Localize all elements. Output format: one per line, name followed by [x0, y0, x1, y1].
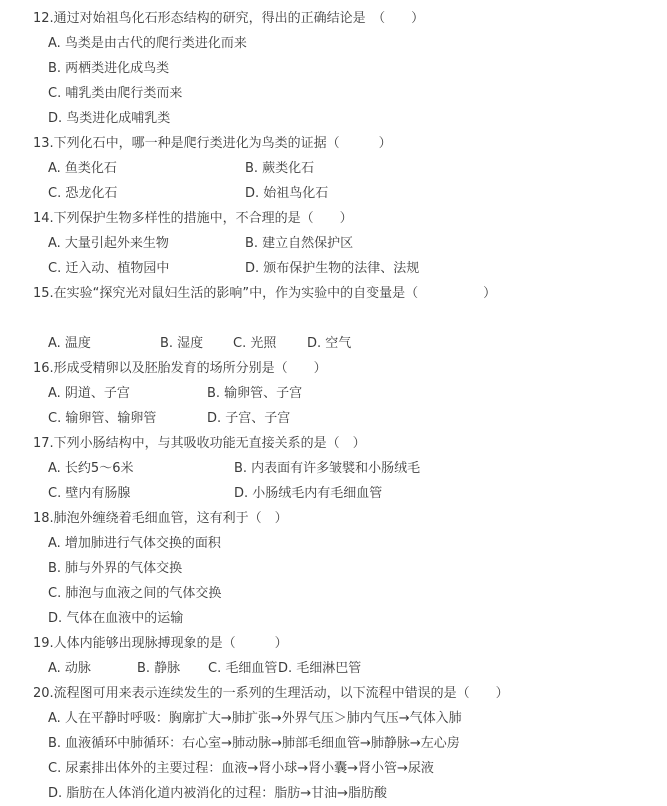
question-options: [48, 156, 667, 206]
question-option: B. 两栖类进化成鸟类: [48, 61, 170, 76]
question-option: A. 大量引起外来生物: [48, 236, 169, 251]
question-stem: 16.形成受精卵以及胚胎发育的场所分别是（ ）: [33, 361, 327, 376]
question-option: D. 颁布保护生物的法律、法规: [245, 261, 420, 276]
question-option: D. 毛细淋巴管: [278, 661, 362, 676]
question-option: C. 迁入动、植物园中: [48, 261, 170, 276]
question-options: [48, 331, 667, 356]
question-options: [0, 31, 667, 131]
question-option: A. 增加肺进行气体交换的面积: [48, 536, 221, 551]
question-option: D. 子宫、子宫: [207, 411, 291, 426]
question-stem: 20.流程图可用来表示连续发生的一系列的生理活动，以下流程中错误的是（ ）: [33, 686, 509, 701]
question-options: [0, 531, 667, 631]
question-options: [48, 231, 667, 281]
question-13: [0, 131, 667, 206]
question-19: [0, 631, 667, 681]
question-option: C. 哺乳类由爬行类而来: [48, 86, 183, 101]
question-option: D. 始祖鸟化石: [245, 186, 329, 201]
question-options: [48, 381, 667, 431]
question-option: B. 湿度: [160, 336, 204, 351]
question-option: C. 毛细血管: [208, 661, 278, 676]
question-stem: 15.在实验“探究光对鼠妇生活的影响”中，作为实验中的自变量是（ ）: [33, 286, 497, 301]
question-option: A. 人在平静时呼吸：胸廓扩大→肺扩张→外界气压＞肺内气压→气体入肺: [48, 711, 462, 726]
question-option: B. 内表面有许多皱襞和小肠绒毛: [234, 461, 421, 476]
question-options: [0, 706, 667, 806]
question-option: A. 鸟类是由古代的爬行类进化而来: [48, 36, 247, 51]
question-18: [0, 506, 667, 631]
question-12: [0, 6, 667, 131]
question-20: [0, 681, 667, 806]
question-stem: 13.下列化石中，哪一种是爬行类进化为鸟类的证据（ ）: [33, 136, 392, 151]
question-option: B. 肺与外界的气体交换: [48, 561, 183, 576]
question-option: C. 恐龙化石: [48, 186, 118, 201]
question-15: [0, 281, 667, 356]
question-option: A. 长约5～6米: [48, 461, 134, 476]
question-option: B. 建立自然保护区: [245, 236, 354, 251]
question-option: B. 静脉: [137, 661, 181, 676]
question-option: B. 血液循环中肺循环：右心室→肺动脉→肺部毛细血管→肺静脉→左心房: [48, 736, 460, 751]
question-14: [0, 206, 667, 281]
question-option: B. 输卵管、子宫: [207, 386, 303, 401]
question-stem: 14.下列保护生物多样性的措施中，不合理的是（ ）: [33, 211, 353, 226]
question-stem: 12.通过对始祖鸟化石形态结构的研究，得出的正确结论是 （ ）: [33, 11, 425, 26]
question-options: [48, 656, 667, 681]
question-option: D. 气体在血液中的运输: [48, 611, 184, 626]
question-option: C. 壁内有肠腺: [48, 486, 131, 501]
question-option: D. 小肠绒毛内有毛细血管: [234, 486, 383, 501]
question-16: [0, 356, 667, 431]
question-option: C. 肺泡与血液之间的气体交换: [48, 586, 222, 601]
question-options: [48, 456, 667, 506]
question-stem: 17.下列小肠结构中，与其吸收功能无直接关系的是（ ）: [33, 436, 366, 451]
question-option: D. 鸟类进化成哺乳类: [48, 111, 171, 126]
question-option: C. 输卵管、输卵管: [48, 411, 157, 426]
question-option: A. 动脉: [48, 661, 91, 676]
question-stem: 18.肺泡外缠绕着毛细血管，这有利于（ ）: [33, 511, 288, 526]
question-option: D. 脂肪在人体消化道内被消化的过程：脂肪→甘油→脂肪酸: [48, 786, 388, 801]
question-stem: 19.人体内能够出现脉搏现象的是（ ）: [33, 636, 288, 651]
question-option: C. 尿素排出体外的主要过程：血液→肾小球→肾小囊→肾小管→尿液: [48, 761, 434, 776]
question-option: C. 光照: [233, 336, 277, 351]
question-17: [0, 431, 667, 506]
question-option: A. 温度: [48, 336, 91, 351]
question-option: D. 空气: [307, 336, 352, 351]
question-option: B. 蕨类化石: [245, 161, 315, 176]
question-option: A. 阴道、子宫: [48, 386, 130, 401]
question-option: A. 鱼类化石: [48, 161, 117, 176]
